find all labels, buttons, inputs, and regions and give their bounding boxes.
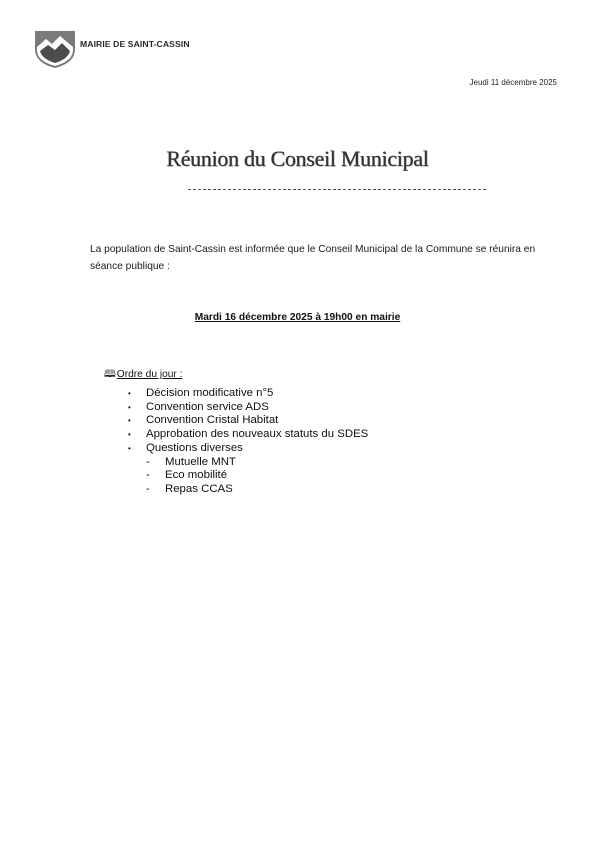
list-item	[128, 414, 368, 428]
sub-item-text: Mutuelle MNT	[165, 455, 236, 468]
bullet-icon: •	[128, 430, 131, 440]
book-icon: 🕮	[104, 369, 116, 380]
dash-bullet: -	[146, 469, 150, 482]
dash-bullet: -	[146, 455, 150, 468]
agenda-item-text: Convention Cristal Habitat	[146, 414, 279, 427]
bullet-icon: •	[128, 416, 131, 426]
list-item	[128, 387, 368, 401]
meeting-date-line	[0, 307, 595, 325]
document-date: Jeudi 11 décembre 2025	[469, 78, 557, 87]
bullet-icon: •	[128, 402, 131, 412]
agenda-list	[128, 387, 368, 497]
agenda-item-text: Décision modificative n°5	[146, 387, 274, 399]
sub-list-container	[128, 456, 368, 497]
agenda-item-text: Approbation des nouveaux statuts du SDES	[146, 428, 369, 441]
list-item	[128, 401, 368, 415]
meeting-date-text: Mardi 16 décembre 2025 à 19h00 en mairie	[194, 312, 401, 323]
agenda-item-text: Convention service ADS	[146, 400, 269, 413]
dash-bullet: -	[146, 482, 150, 495]
list-item	[146, 469, 368, 483]
bullet-icon: •	[128, 389, 131, 398]
intro-paragraph: La population de Saint-Cassin est informée que le Conseil Municipal de la Commune se réunira en séance publique :	[90, 244, 536, 272]
municipal-shield-logo	[34, 27, 76, 69]
agenda-sub-list	[146, 456, 368, 497]
title-divider	[188, 189, 486, 190]
sub-item-text: Repas CCAS	[165, 482, 233, 495]
agenda-heading-text: Ordre du jour :	[116, 369, 183, 380]
list-item	[146, 483, 368, 497]
list-item	[146, 456, 368, 470]
agenda-item-text: Questions diverses	[146, 441, 243, 454]
agenda-heading	[104, 367, 182, 384]
page-title: Réunion du Conseil Municipal	[166, 146, 429, 171]
org-name: MAIRIE DE SAINT-CASSIN	[80, 39, 190, 49]
list-item	[128, 428, 368, 442]
bullet-icon: •	[128, 443, 131, 453]
sub-item-text: Eco mobilité	[165, 469, 228, 482]
list-item	[128, 442, 368, 456]
